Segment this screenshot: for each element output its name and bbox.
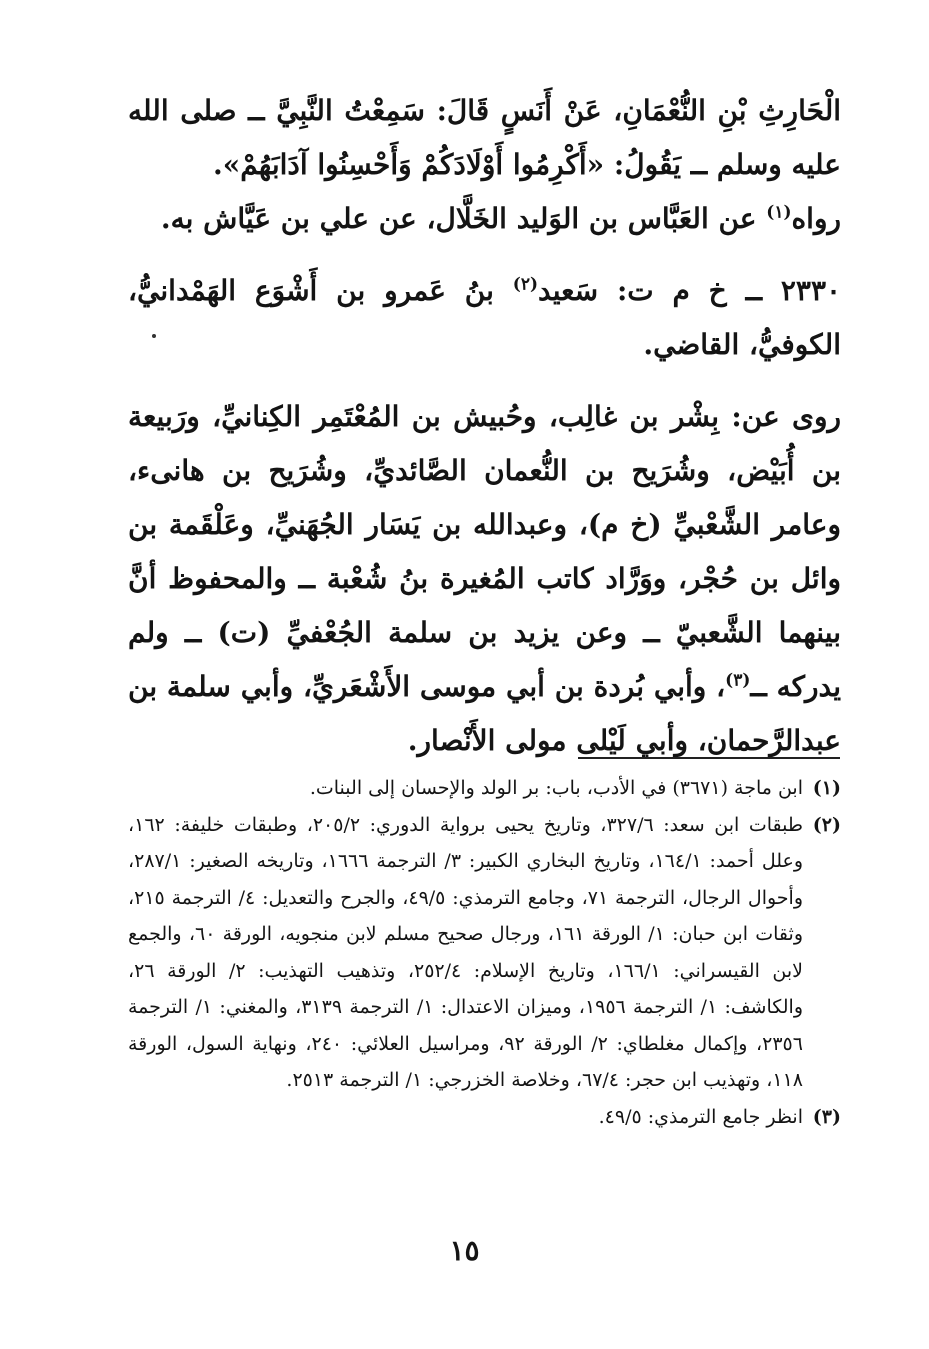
footnote-marker-2[interactable]: (٢) — [512, 274, 538, 295]
footnote-text: انظر جامع الترمذي: ٤٩/٥. — [598, 1105, 803, 1128]
narration-paragraph — [128, 192, 841, 246]
footnote-marker-3[interactable]: (٣) — [725, 670, 751, 691]
narration-start: رواه — [791, 202, 841, 235]
narrated-from-paragraph — [128, 390, 841, 768]
footnote-divider — [578, 757, 840, 759]
page-number: ١٥ — [449, 1234, 480, 1267]
speck — [152, 334, 156, 338]
footnote — [128, 807, 841, 1099]
narrated-from-label: روى عن: — [731, 400, 841, 433]
narrated-from-list-b: ، وأبي بُردة بن أبي موسى الأَشْعَريِّ، وأبي سلمة بن عبدالرَّحمان، وأبي لَيْلى مولى الأَنْصار. — [128, 670, 841, 757]
main-text — [128, 84, 841, 768]
hadith-paragraph: الْحَارِثِ بْنِ النُّعْمَانِ، عَنْ أَنَسٍ قَالَ: سَمِعْتُ النَّبِيَّ ــ صلى الله عليه وسلم ــ يَقُولُ: «أَكْرِمُوا أَوْلَادَكُمْ وَأَحْسِنُوا آدَابَهُمْ». — [128, 94, 841, 181]
footnote — [128, 1099, 841, 1136]
footnote-number: (٢) — [812, 813, 841, 836]
entry-name-a: خ م ت: سَعيد — [538, 274, 746, 307]
footnote-marker-1[interactable]: (١) — [766, 202, 792, 223]
narrated-from-list-a: بِشْر بن غالِب، وحُبيش بن المُعْتَمِر الكِنانيِّ، ورَبيعة بن أُبَيْض، وشُرَيح بن النُّعمان الصَّائديِّ، وشُرَيح بن هانىء، وعامر الشَّعْبيِّ (خ م)، وعبدالله بن يَسَار الجُهَنيِّ، وعَلْقَمة بن وائل بن حُجْر، ووَرَّاد كاتب المُغيرة بنُ شُعْبة ــ والمحفوظ أنَّ بينهما الشَّعبيّ ــ وعن يزيد بن سلمة الجُعْفيِّ (ت) ــ ولم يدركه ــ — [128, 400, 841, 703]
footnote — [128, 770, 841, 807]
footnote-number: (٣) — [812, 1105, 841, 1128]
narration-rest: عن العَبَّاس بن الوَليد الخَلَّال، عن علي بن عَيَّاش به. — [160, 202, 767, 235]
footnote-text: ابن ماجة (٣٦٧١) في الأدب، باب: بر الولد والإحسان إلى البنات. — [309, 777, 803, 799]
entry-number: ٢٣٣٠ ــ — [745, 274, 842, 307]
entry-name-b: بنُ عَمرو بن أَشْوَع الهَمْدانيُّ، الكوفيُّ، القاضي. — [128, 274, 841, 361]
footnotes — [128, 770, 841, 1135]
footnote-text: طبقات ابن سعد: ٣٢٧/٦، وتاريخ يحيى برواية الدوري: ٢٠٥/٢، وطبقات خليفة: ١٦٢، وعلل أحمد: ١٦٤/١، وتاريخ البخاري الكبير: ٣/ الترجمة ١٦٦٦، وتاريخه الصغير: ٢٨٧/١، وأحوال الرجال، الترجمة ٧١، وجامع الترمذي: ٤٩/٥، والجرح والتعديل: ٤/ الترجمة ٢١٥، وثقات ابن حبان: ١/ الورقة ١٦١، ورجال صحيح مسلم لابن منجويه، الورقة ٦٠، والجمع لابن القيسراني: ١٦٦/١، وتاريخ الإسلام: ٢٥٢/٤، وتذهيب التهذيب: ٢/ الورقة ٢٦، والكاشف: ١/ الترجمة ١٩٥٦، وميزان الاعتدال: ١/ الترجمة ٣١٣٩، والمغني: ١/ الترجمة ٢٣٥٦، وإكمال مغلطاي: ٢/ الورقة ٩٢، ومراسيل العلائي: ٢٤٠، ونهاية السول، الورقة ١١٨، وتهذيب ابن حجر: ٦٧/٤، وخلاصة الخزرجي: ١/ الترجمة ٢٥١٣. — [128, 813, 804, 1091]
entry-heading-paragraph — [128, 264, 841, 372]
footnote-number: (١) — [812, 777, 841, 799]
